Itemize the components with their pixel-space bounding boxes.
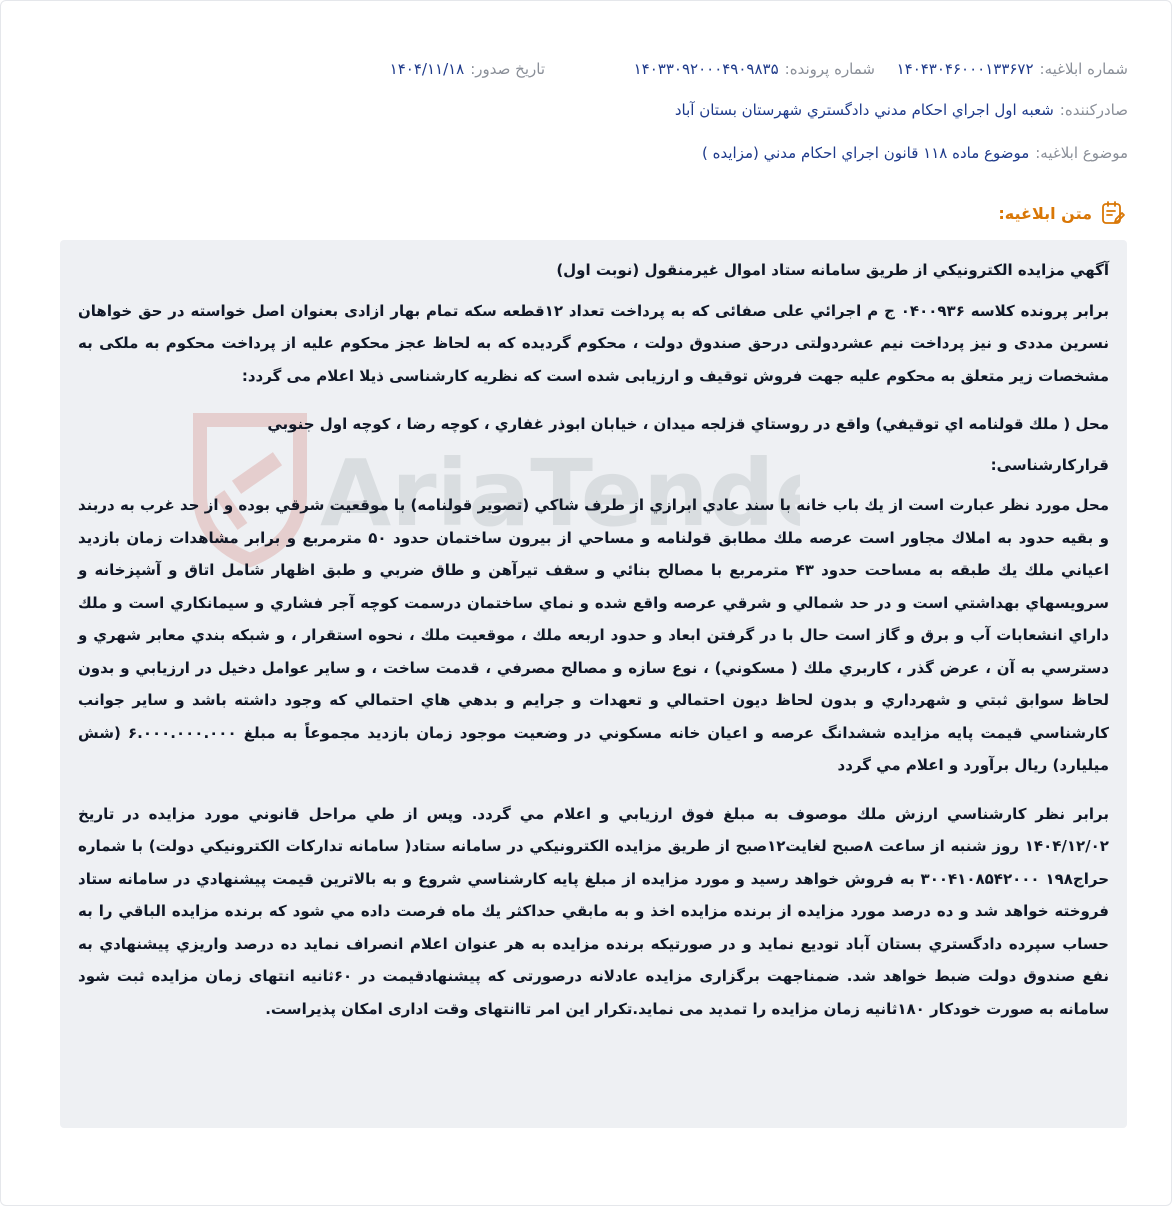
meta-row-issuer: [40, 99, 1128, 121]
case-number-value: ۱۴۰۳۳۰۹۲۰۰۰۴۹۰۹۸۳۵: [633, 60, 779, 78]
case-number-label: شماره پرونده:: [784, 60, 875, 78]
notice-paragraph-expert-report: محل مورد نظر عبارت است از يك باب خانه با سند عادي ابرازي از طرف شاكي (تصوير قولنامه) با موقعيت شرقي بوده و از حد غرب به دربند و بقيه حدود به املاك مجاور است عرصه ملك مطابق قولنامه و مساحي از بيرون ساختمان حدود ۵۰ مترمربع و برابر مشاهدات زمان بازديد اعياني ملك يك طبقه به مساحت حدود ۴۳ مترمربع با مصالح بنائي و سقف تيرآهن و طاق ضربي و طبق اظهار شامل اتاق و آشپزخانه و سرويسهاي بهداشتي است و در حد شمالي و شرقي عرصه واقع شده و نماي ساختمان درسمت كوچه آجر فشاري و سيمانكاري است و ملك داراي انشعابات آب و برق و گاز است حال با در گرفتن ابعاد و حدود اربعه ملك ، موقعيت ملك ، نحوه استقرار ، و شبكه بندي معابر شهري و دسترسي به آن ، عرض گذر ، كاربري ملك ( مسكوني) ، نوع سازه و مصالح مصرفي ، قدمت ساخت ، و ساير عوامل دخيل در ارزيابي و بدون لحاظ سوابق ثبتي و شهرداري و بدون لحاظ ديون احتمالي و تعهدات و جرايم و بدهي هاي احتمالي كه وجود داشته باشد و ساير جوانب كارشناسي قيمت پايه مزايده ششدانگ عرصه و اعيان خانه مسكوني در وضعيت موجود زمان بازديد مجموعاً به مبلغ ۶.۰۰۰.۰۰۰.۰۰۰ (شش ميليارد) ريال برآورد و اعلام مي گردد: [78, 496, 1110, 774]
subject-value: موضوع ماده ۱۱۸ قانون اجراي احکام مدني (مزايده ): [702, 144, 1030, 162]
notice-number-value: ۱۴۰۴۳۰۴۶۰۰۰۱۳۳۶۷۲: [896, 60, 1034, 78]
notice-paragraph-auction-terms: برابر نظر كارشناسي ارزش ملك موصوف به مبلغ فوق ارزيابي و اعلام مي گردد. وپس از طي مراحل قانوني مورد مزايده در تاريخ ۱۴۰۴/۱۲/۰۲ روز شنبه از ساعت ۸صبح لغايت۱۲صبح از طريق مزايده الكترونيكي در سامانه ستاد( سامانه تداركات الكترونيكي دولت) با شماره حراج۱۹۸ ۳۰۰۴۱۰۸۵۴۲۰۰۰ به فروش خواهد رسيد و مورد مزايده از مبلغ پايه كارشناسي شروع و به بالاترين قيمت پيشنهادي در سامانه ستاد فروخته خواهد شد و ده درصد مورد مزايده از برنده مزايده اخذ و به مابقي حداكثر يك ماه فرصت داده مي شود كه برنده مزايده الباقي را به حساب سپرده دادگستري بستان آباد توديع نمايد و در صورتيكه برنده مزايده به هر عنوان اعلام انصراف نمايد ده درصد واريزي پيشنهادي به نفع صندوق دولت ضبط خواهد شد. ضمناجهت برگزاری مزايده عادلانه درصورتی که پيشنهادقيمت در ۶۰ثانيه انتهای زمان مزايده ثبت شود سامانه به صورت خودکار ۱۸۰ثانيه زمان مزايده را تمديد می نمايد.تکرار اين امر تاانتهای وقت اداری امکان پذيراست.: [78, 804, 1109, 1018]
notice-text-heading: [998, 200, 1126, 226]
issue-date-field: [390, 58, 545, 80]
notice-paragraph-location: محل ( ملك قولنامه اي توقيفي) واقع در روستاي قزلجه ميدان ، خيابان ابوذر غفاري ، كوچه رضا ، كوچه اول جنوبي: [267, 415, 1109, 433]
notice-heading-line: آگهي مزايده الكترونيكي از طريق سامانه ستاد اموال غيرمنقول (نوبت اول): [556, 261, 1109, 279]
issuer-label: صادرکننده:: [1059, 101, 1128, 119]
document-note-icon: [1100, 200, 1126, 226]
meta-row-subject: [40, 142, 1128, 164]
notice-text-title: متن ابلاغيه:: [998, 203, 1092, 223]
svg-text:AriaTender.net: AriaTend: [320, 440, 775, 547]
notice-paragraph-expert-label: قرارکارشناسی:: [990, 455, 1109, 474]
case-number-field: [545, 58, 875, 80]
issue-date-value: ۱۴۰۴/۱۱/۱۸: [389, 60, 465, 78]
notice-paragraph-case: برابر پرونده كلاسه ۰۴۰۰۹۳۶ ج م اجرائي علی صفائی كه به پرداخت تعداد ۱۲قطعه سکه تمام بهار ازادی بعنوان اصل خواسته در حق خواهان نسرین مددی و نیز پرداخت نیم عشردولتی درحق صندوق دولت ، محكوم گرديده كه به لحاظ عجز محكوم عليه از پرداخت محكوم به ملكی به مشخصات زير متعلق به محكوم عليه جهت فروش توقيف و ارزيابی شده است كه نظريه كارشناسی ذيلا اعلام می گردد:: [78, 301, 1109, 385]
notice-body: [60, 240, 1127, 1128]
meta-row-numbers: [40, 58, 1128, 80]
subject-label: موضوع ابلاغيه:: [1035, 144, 1128, 162]
issuer-value: شعبه اول اجراي احکام مدني دادگستري شهرستان بستان آباد: [674, 101, 1054, 119]
issue-date-label: تاريخ صدور:: [470, 60, 545, 78]
notice-number-label: شماره ابلاغيه:: [1039, 60, 1128, 78]
notice-number-field: [875, 58, 1128, 80]
